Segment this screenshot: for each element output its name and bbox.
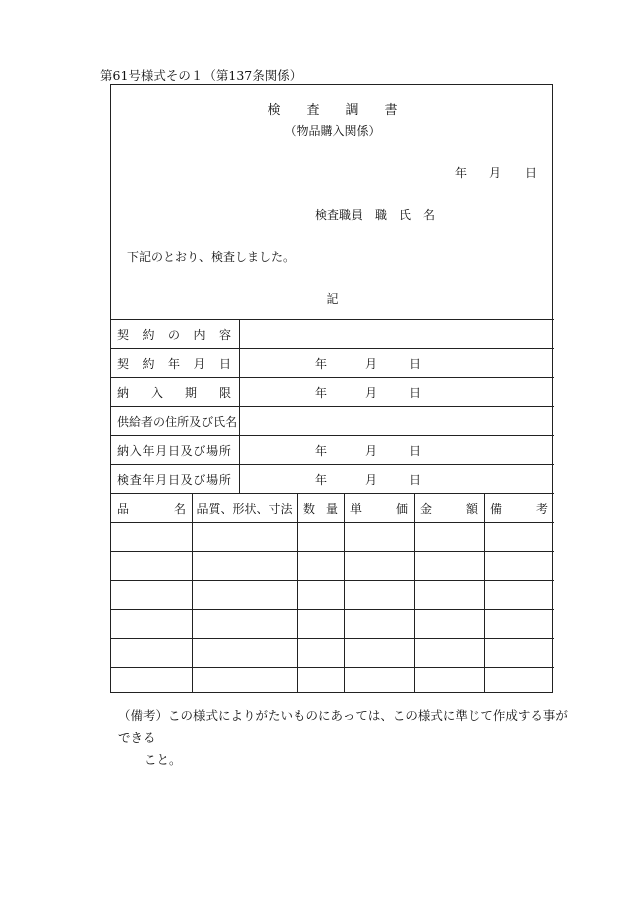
label-char: の (153, 415, 166, 429)
form-subtitle: （物品購入関係） (284, 124, 381, 138)
label-char: 約 (142, 357, 155, 371)
row-divider (111, 348, 554, 349)
label-char: 量 (325, 502, 338, 516)
label-char: 場 (206, 444, 219, 458)
label-char: 年 (142, 444, 155, 458)
label-char: 約 (142, 328, 155, 342)
date-unit-month: 月 (365, 357, 378, 371)
label-char: 額 (465, 502, 478, 516)
label-char: 所 (177, 415, 190, 429)
table-header-top (111, 493, 554, 494)
column-header (350, 500, 408, 517)
column-divider (484, 493, 485, 692)
column-divider (344, 493, 345, 692)
date-unit-day: 日 (409, 386, 422, 400)
column-header: 品質、形状、寸法 (196, 502, 293, 516)
label-char: 場 (206, 473, 219, 487)
label-char: 年 (142, 473, 155, 487)
table-row (111, 638, 554, 639)
header-month: 月 (489, 166, 502, 180)
date-unit-month: 月 (365, 444, 378, 458)
inspection-form (110, 84, 553, 693)
column-divider (414, 493, 415, 692)
label-char: 納 (117, 444, 130, 458)
label-char: 内 (193, 328, 206, 342)
statement: 下記のとおり、検査しました。 (127, 250, 296, 264)
date-unit-day: 日 (409, 444, 422, 458)
label-char: 日 (218, 357, 231, 371)
row-divider (111, 464, 554, 465)
label-char: 契 (117, 328, 130, 342)
column-header (303, 500, 338, 517)
label-char: 供 (117, 415, 130, 429)
table-row (111, 609, 554, 610)
label-char: 所 (218, 444, 231, 458)
label-char: 価 (395, 502, 408, 516)
column-divider (297, 493, 298, 692)
date-unit-year: 年 (315, 444, 328, 458)
label-char: 及 (189, 415, 202, 429)
label-divider (239, 319, 240, 493)
date-unit-day: 日 (409, 357, 422, 371)
label-char: 容 (218, 328, 231, 342)
label-char: 品 (117, 502, 130, 516)
form-title: 検 査 調 書 (267, 103, 398, 118)
table-row (111, 580, 554, 581)
label-char: 単 (350, 502, 363, 516)
date-unit-year: 年 (315, 473, 328, 487)
label-char: び (201, 415, 214, 429)
info-row-label (117, 326, 231, 343)
remarks-note (118, 705, 573, 771)
date-unit-year: 年 (315, 386, 328, 400)
label-char: び (193, 444, 206, 458)
column-header (490, 500, 548, 517)
table-row (111, 667, 554, 668)
label-char: 月 (155, 473, 168, 487)
info-row-label (117, 384, 231, 401)
label-char: 所 (218, 473, 231, 487)
label-char: 契 (117, 357, 130, 371)
label-char: 住 (165, 415, 178, 429)
date-unit-year: 年 (315, 357, 328, 371)
label-char: 年 (167, 357, 180, 371)
label-char: 月 (193, 357, 206, 371)
date-unit-day: 日 (409, 473, 422, 487)
row-divider (111, 435, 554, 436)
label-char: 納 (117, 386, 130, 400)
note-continuation: こと。 (144, 752, 182, 767)
label-char: 検 (117, 473, 130, 487)
row-divider (111, 319, 554, 320)
info-row-label (117, 471, 231, 488)
label-char: 者 (141, 415, 154, 429)
label-char: 入 (129, 444, 142, 458)
label-char: 名 (173, 502, 186, 516)
info-row-label (117, 413, 238, 430)
column-header (117, 500, 186, 517)
table-row (111, 551, 554, 552)
label-char: 限 (218, 386, 231, 400)
inspector-label: 検査職員 職 氏 名 (315, 208, 436, 222)
column-header (420, 500, 478, 517)
label-char: 及 (180, 444, 193, 458)
table-row (111, 522, 554, 523)
label-char: 査 (129, 473, 142, 487)
date-unit-month: 月 (365, 473, 378, 487)
info-row-label (117, 442, 231, 459)
form-number: 第61号様式その１（第137条関係） (100, 68, 303, 83)
row-divider (111, 377, 554, 378)
note-prefix: （備考） (118, 708, 169, 723)
label-char: 考 (535, 502, 548, 516)
row-divider (111, 406, 554, 407)
date-unit-month: 月 (365, 386, 378, 400)
header-year: 年 (455, 166, 468, 180)
label-char: 給 (129, 415, 142, 429)
label-char: 期 (184, 386, 197, 400)
label-char: 氏 (213, 415, 226, 429)
label-char: び (193, 473, 206, 487)
ki-label: 記 (326, 292, 339, 306)
label-char: 月 (155, 444, 168, 458)
label-char: の (167, 328, 180, 342)
label-char: 日 (167, 473, 180, 487)
note-text: この様式によりがたいものにあっては、この様式に準じて作成する事ができる (118, 708, 568, 745)
label-char: 日 (167, 444, 180, 458)
label-char: 備 (490, 502, 503, 516)
label-char: 入 (150, 386, 163, 400)
label-char: 及 (180, 473, 193, 487)
info-row-label (117, 355, 231, 372)
label-char: 名 (225, 415, 238, 429)
label-char: 金 (420, 502, 433, 516)
column-divider (192, 493, 193, 692)
label-char: 数 (303, 502, 316, 516)
header-day: 日 (525, 166, 538, 180)
